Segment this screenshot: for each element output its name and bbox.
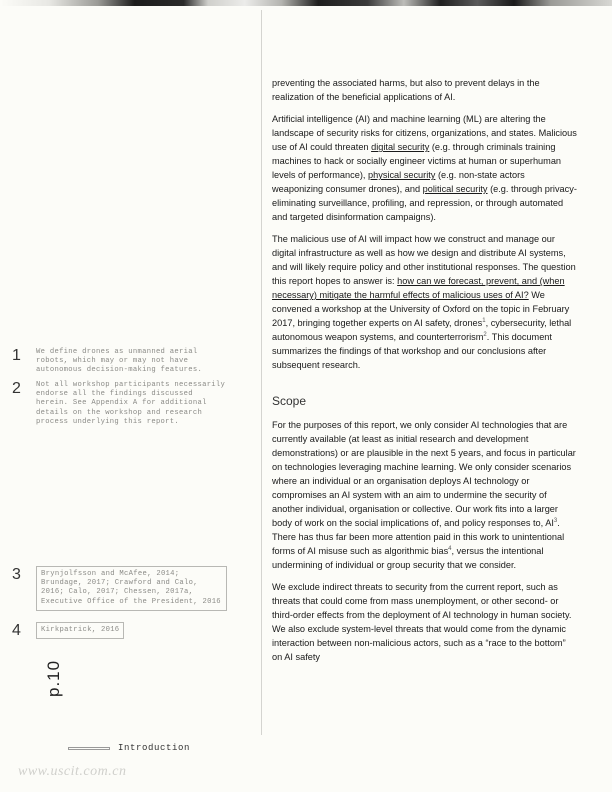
footnote-ref-2[interactable]: 2: [483, 332, 487, 338]
footnote-number: 4: [12, 622, 21, 639]
footnote-number: 1: [12, 347, 21, 364]
footnote-text: Kirkpatrick, 2016: [36, 622, 124, 639]
footnote-4: [12, 622, 124, 639]
footnote-number: 3: [12, 566, 21, 583]
footnote-ref-4[interactable]: 4: [448, 546, 452, 552]
footnote-text: Brynjolfsson and McAfee, 2014; Brundage, 2017; Crawford and Calo, 2016; Calo, 2017; Chessen, 2017a, Executive Office of the President, 2016: [36, 566, 227, 611]
footnote-text: We define drones as unmanned aerial robots, which may or may not have autonomous decision-making features.: [36, 348, 203, 375]
footnote-number: 2: [12, 380, 21, 397]
section-marker-line: [68, 747, 110, 750]
footnote-2: [12, 381, 226, 427]
watermark: www.uscit.com.cn: [18, 764, 127, 779]
column-divider: [261, 10, 262, 735]
paragraph: The malicious use of AI will impact how we construct and manage our digital infrastructure as well as how we design and distribute AI systems, and will likely require policy and other institutional responses. The question this report hopes to answer is: how can we forecast, prevent, and (when necessary) mitigate the harmful effects of malicious uses of AI? We convened a workshop at the University of Oxford on the topic in February 2017, bringing together experts on AI safety, drones$^1$, cybersecurity, lethal autonomous weapon systems, and counterterrorism$^2$. This document summarizes the findings of that workshop and our conclusions after subsequent research.: [272, 234, 576, 370]
link-political-security[interactable]: political security: [422, 184, 488, 194]
page-number: p.10: [44, 659, 63, 697]
section-title: Introduction: [118, 743, 191, 753]
footnote-1: [12, 348, 226, 376]
link-physical-security[interactable]: physical security: [368, 170, 436, 180]
main-body: [272, 76, 578, 672]
footnote-text: Not all workshop participants necessarily endorse all the findings discussed herein. See Appendix A for additional details on the workshop and research process underlying this report.: [36, 381, 226, 426]
footnote-ref-1[interactable]: 1: [482, 318, 486, 324]
scope-heading: Scope: [272, 394, 307, 408]
paragraph: We exclude indirect threats to security from the current report, such as threats that could come from mass unemployment, or other second- or third-order effects from the deployment of AI technology in human society. We also exclude system-level threats that would come from the dynamic interaction between non-malicious actors, such as a “race to the bottom” on AI safety: [272, 582, 572, 662]
key-question: how can we forecast, prevent, and (when necessary) mitigate the harmful effects of malicious uses of AI?: [272, 276, 565, 300]
footnote-ref-3[interactable]: 3: [553, 518, 558, 524]
footnote-3: [12, 566, 227, 611]
top-decorative-bar: [0, 0, 612, 6]
paragraph: Artificial intelligence (AI) and machine learning (ML) are altering the landscape of security risks for citizens, organizations, and states. Malicious use of AI could threaten digital security (e.g. through criminals training machines to hack or socially engineer victims at human or superhuman levels of performance), physical security (e.g. non-state actors weaponizing consumer drones), and political security (e.g. through privacy-eliminating surveillance, profiling, and repression, or through automated and targeted disinformation campaigns).: [272, 114, 577, 222]
paragraph: preventing the associated harms, but also to prevent delays in the realization of the beneficial applications of AI.: [272, 78, 540, 102]
paragraph: For the purposes of this report, we only consider AI technologies that are currently available (at least as initial research and development demonstrations) or are plausible in the next 5 years, and focus in particular on technologies leveraging machine learning. We only consider scenarios where an individual or an organisation deploys AI technology or compromises an AI system with an aim to undermine the security of another individual, organisation or collective. Our work fits into a larger body of work on the social implications of, and policy responses to, $AI^3$. There has thus far been more attention paid in this work to unintentional forms of AI misuse such as algorithmic bias$^4$, versus the intentional undermining of individual or group security that we consider.: [272, 420, 576, 570]
section-label: [68, 743, 190, 753]
link-digital-security[interactable]: digital security: [371, 142, 430, 152]
